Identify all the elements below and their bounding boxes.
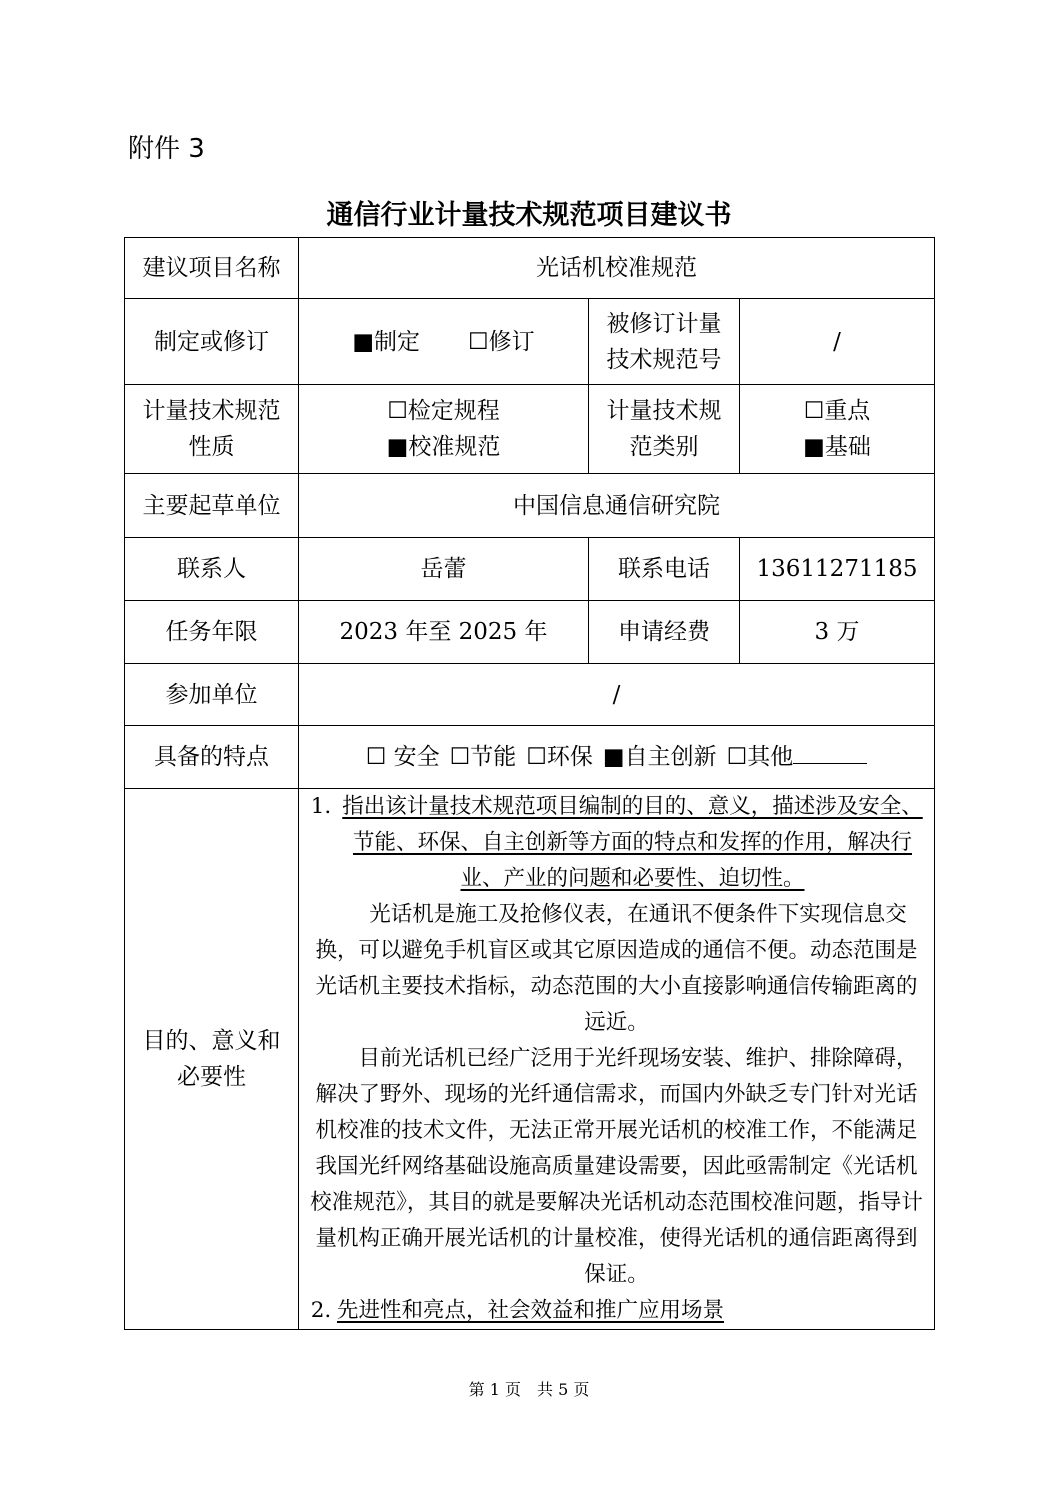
category-label-line2: 范类别: [629, 434, 699, 460]
drafter-label: 主要起草单位: [125, 474, 299, 538]
drafter-value: 中国信息通信研究院: [299, 474, 935, 538]
purpose-content: [299, 789, 935, 1330]
revised-spec-label-line1: 被修订计量: [606, 310, 722, 337]
row-revise: [125, 299, 935, 385]
row-nature: [125, 385, 935, 474]
project-name-label: 建议项目名称: [125, 238, 299, 299]
project-name-value: 光话机校准规范: [299, 238, 935, 299]
participants-value: /: [299, 664, 935, 726]
phone-label: 联系电话: [589, 538, 740, 601]
period-label: 任务年限: [125, 601, 299, 664]
row-features: [125, 726, 935, 789]
document-title: 通信行业计量技术规范项目建议书: [326, 200, 732, 231]
participants-label: 参加单位: [125, 664, 299, 726]
annex-label: 附件 3: [128, 134, 205, 164]
row-project-name: [125, 238, 935, 299]
contact-value: 岳蕾: [299, 538, 589, 601]
option-other[interactable]: ☐其他: [726, 744, 794, 770]
nature-label: [125, 385, 299, 474]
row-participants: [125, 664, 935, 726]
row-purpose: [125, 789, 935, 1330]
purpose-item-2-number: 2.: [310, 1298, 332, 1323]
row-contact: [125, 538, 935, 601]
revised-spec-label: [589, 299, 740, 385]
nature-options: [299, 385, 589, 474]
purpose-item-1-number: 1.: [310, 794, 332, 819]
option-key[interactable]: ☐重点: [803, 398, 871, 424]
nature-label-line2: 性质: [188, 434, 235, 460]
purpose-item-1: [305, 789, 928, 897]
option-energy-saving[interactable]: ☐节能: [449, 744, 517, 770]
option-calibration-spec[interactable]: ■校准规范: [386, 434, 501, 460]
phone-value: 13611271185: [740, 538, 935, 601]
other-blank-line[interactable]: [793, 741, 867, 764]
row-drafter: [125, 474, 935, 538]
option-safety[interactable]: ☐ 安全: [365, 744, 440, 770]
option-revise[interactable]: ☐修订: [468, 328, 535, 355]
page-footer: 第 1 页 共 5 页: [468, 1380, 590, 1399]
purpose-paragraph-2: 目前光话机已经广泛用于光纤现场安装、维护、排除障碍，解决了野外、现场的光纤通信需求，而国内外缺乏专门针对光话机校准的技术文件，无法正常开展光话机的校准工作，不能满足我国光纤网络基础设施高质量建设需要，因此亟需制定《光话机校准规范》，其目的就是要解决光话机动态范围校准问题，指导计量机构正确开展光话机的计量校准，使得光话机的通信距离得到保证。: [310, 1046, 923, 1287]
features-options: [299, 726, 935, 789]
option-basic[interactable]: ■基础: [803, 434, 871, 460]
option-verification-regulation[interactable]: ☐检定规程: [387, 398, 500, 424]
fee-label: 申请经费: [589, 601, 740, 664]
purpose-paragraph-1: 光话机是施工及抢修仪表，在通讯不便条件下实现信息交换，可以避免手机盲区或其它原因造成的通信不便。动态范围是光话机主要技术指标，动态范围的大小直接影响通信传输距离的远近。: [315, 902, 918, 1035]
option-environmental[interactable]: ☐环保: [526, 744, 593, 770]
nature-label-line1: 计量技术规范: [142, 398, 281, 424]
contact-label: 联系人: [125, 538, 299, 601]
features-label: 具备的特点: [125, 726, 299, 789]
option-independent-innovation[interactable]: ■自主创新: [602, 744, 717, 770]
row-period: [125, 601, 935, 664]
category-label-line1: 计量技术规: [606, 398, 722, 424]
purpose-item-2-text: 先进性和亮点，社会效益和推广应用场景: [337, 1298, 725, 1323]
purpose-item-1-text: 指出该计量技术规范项目编制的目的、意义，描述涉及安全、节能、环保、自主创新等方面的特点和发挥的作用，解决行业、产业的问题和必要性、迫切性。: [342, 794, 923, 891]
option-formulate[interactable]: ■制定: [352, 328, 421, 355]
revised-spec-value: /: [740, 299, 935, 385]
fee-value: 3 万: [740, 601, 935, 664]
purpose-label-line2: 必要性: [177, 1064, 246, 1090]
purpose-item-2: [305, 1293, 928, 1329]
revise-label: 制定或修订: [125, 299, 299, 385]
category-options: [740, 385, 935, 474]
revised-spec-label-line2: 技术规范号: [606, 346, 722, 373]
category-label: [589, 385, 740, 474]
proposal-form-table: [124, 237, 935, 1330]
purpose-label-line1: 目的、意义和: [142, 1028, 281, 1054]
period-value: 2023 年至 2025 年: [299, 601, 589, 664]
purpose-label: [125, 789, 299, 1330]
revise-options: [299, 299, 589, 385]
